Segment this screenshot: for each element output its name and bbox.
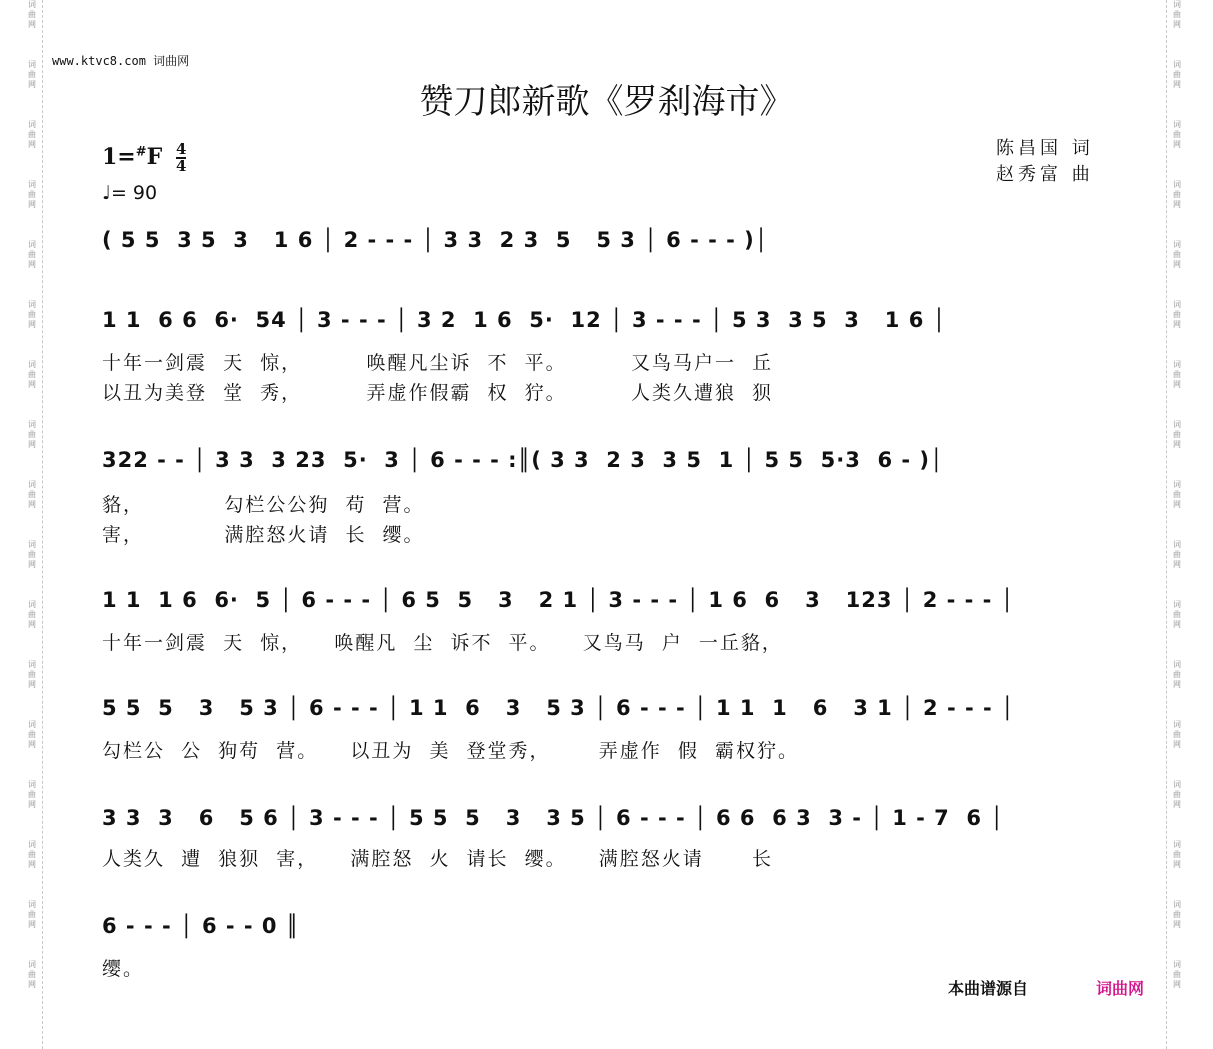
watermark-char: 曲	[28, 970, 36, 979]
lyric-row-4: 十年一剑震 天 惊， 唤醒凡 尘 诉不 平。 又鸟马 户 一丘貉，	[102, 632, 783, 654]
watermark-char: 曲	[1173, 850, 1181, 859]
watermark-char: 词	[28, 900, 36, 909]
watermark-char: 词	[1173, 60, 1181, 69]
score-row-4: 1 1 1 6 6· 5 │ 6 - - - │ 6 5 5 3 2 1 │ 3 - - - │ 1 6 6 3 123 │ 2 - - - │	[102, 588, 1015, 612]
watermark-char: 词	[1173, 660, 1181, 669]
watermark-char: 曲	[28, 850, 36, 859]
watermark-group	[1167, 180, 1187, 210]
lyric-row-3a: 貉， 勾栏公公狗 苟 营。	[102, 494, 425, 516]
watermark-char: 曲	[1173, 130, 1181, 139]
watermark-char: 词	[1173, 480, 1181, 489]
left-watermark-strip	[22, 0, 43, 1049]
watermark-group	[22, 900, 42, 930]
watermark-char: 词	[28, 180, 36, 189]
watermark-char: 网	[1173, 440, 1181, 449]
watermark-char: 词	[28, 960, 36, 969]
watermark-char: 网	[28, 860, 36, 869]
watermark-char: 网	[28, 260, 36, 269]
watermark-char: 曲	[28, 910, 36, 919]
footer-source: 本曲谱源自	[948, 979, 1029, 998]
watermark-char: 曲	[28, 10, 36, 19]
watermark-char: 曲	[28, 430, 36, 439]
sharp-sign: #	[135, 144, 147, 160]
watermark-group	[1167, 960, 1187, 990]
watermark-char: 网	[28, 380, 36, 389]
watermark-char: 词	[1173, 540, 1181, 549]
lyric-row-3b: 害， 满腔怒火请 长 缨。	[102, 524, 425, 546]
site-url-text[interactable]: www.ktvc8.com	[52, 54, 146, 68]
lyric-row-6: 人类久 遭 狼狈 害， 满腔怒 火 请长 缨。 满腔怒火请 长	[102, 848, 774, 870]
watermark-group	[1167, 780, 1187, 810]
lyricist: 陈昌国 词	[996, 138, 1094, 159]
watermark-char: 曲	[28, 490, 36, 499]
watermark-char: 曲	[28, 250, 36, 259]
watermark-char: 网	[28, 620, 36, 629]
watermark-group	[1167, 720, 1187, 750]
watermark-char: 曲	[1173, 310, 1181, 319]
watermark-group	[22, 240, 42, 270]
credits	[996, 136, 1094, 188]
watermark-group	[22, 360, 42, 390]
watermark-char: 网	[1173, 320, 1181, 329]
lyric-row-7: 缨。	[102, 958, 145, 980]
watermark-char: 曲	[1173, 910, 1181, 919]
watermark-char: 曲	[28, 790, 36, 799]
watermark-group	[22, 120, 42, 150]
watermark-char: 网	[1173, 740, 1181, 749]
watermark-char: 词	[1173, 840, 1181, 849]
watermark-char: 网	[1173, 680, 1181, 689]
watermark-char: 曲	[1173, 550, 1181, 559]
watermark-group	[22, 720, 42, 750]
watermark-char: 网	[28, 20, 36, 29]
watermark-char: 曲	[1173, 790, 1181, 799]
watermark-group	[1167, 420, 1187, 450]
lyric-row-2b: 以丑为美登 堂 秀， 弄虚作假霸 权 狞。 人类久遭狼 狈	[102, 382, 774, 404]
watermark-char: 网	[1173, 980, 1181, 989]
watermark-group	[22, 780, 42, 810]
score-row-6: 3 3 3 6 5 6 │ 3 - - - │ 5 5 5 3 3 5 │ 6 - - - │ 6 6 6 3 3 - │ 1 - 7 6 │	[102, 806, 1004, 830]
site-url[interactable]	[52, 52, 189, 69]
score-row-7: 6 - - - │ 6 - - 0 ║	[102, 914, 300, 938]
watermark-char: 网	[28, 320, 36, 329]
watermark-group	[1167, 360, 1187, 390]
tempo-mark: ♩= 90	[102, 182, 158, 204]
watermark-char: 网	[1173, 860, 1181, 869]
watermark-group	[22, 180, 42, 210]
watermark-char: 网	[28, 200, 36, 209]
watermark-char: 词	[1173, 300, 1181, 309]
watermark-char: 词	[1173, 240, 1181, 249]
watermark-char: 词	[1173, 120, 1181, 129]
watermark-char: 词	[1173, 180, 1181, 189]
watermark-char: 曲	[28, 610, 36, 619]
watermark-char: 词	[28, 0, 36, 9]
score-row-5: 5 5 5 3 5 3 │ 6 - - - │ 1 1 6 3 5 3 │ 6 - - - │ 1 1 1 6 3 1 │ 2 - - - │	[102, 696, 1015, 720]
watermark-char: 词	[1173, 0, 1181, 9]
watermark-group	[22, 600, 42, 630]
site-name: 词曲网	[153, 54, 190, 68]
watermark-char: 曲	[28, 370, 36, 379]
watermark-char: 网	[1173, 200, 1181, 209]
watermark-char: 词	[28, 660, 36, 669]
watermark-char: 曲	[1173, 490, 1181, 499]
watermark-char: 网	[1173, 80, 1181, 89]
watermark-char: 网	[1173, 380, 1181, 389]
watermark-char: 词	[1173, 960, 1181, 969]
watermark-char: 曲	[1173, 250, 1181, 259]
watermark-char: 曲	[28, 130, 36, 139]
lyric-row-2a: 十年一剑震 天 惊， 唤醒凡尘诉 不 平。 又鸟马户一 丘	[102, 352, 774, 374]
watermark-char: 词	[1173, 360, 1181, 369]
time-bottom: 4	[175, 157, 187, 175]
lyric-row-5: 勾栏公 公 狗苟 营。 以丑为 美 登堂秀， 弄虚作 假 霸权狞。	[102, 740, 799, 762]
watermark-char: 曲	[28, 550, 36, 559]
watermark-char: 曲	[28, 190, 36, 199]
watermark-char: 网	[1173, 140, 1181, 149]
watermark-group	[1167, 900, 1187, 930]
watermark-char: 网	[28, 80, 36, 89]
watermark-char: 网	[28, 740, 36, 749]
watermark-char: 词	[28, 600, 36, 609]
composer: 赵秀富 曲	[996, 164, 1094, 185]
watermark-group	[1167, 0, 1187, 30]
watermark-char: 网	[1173, 20, 1181, 29]
watermark-char: 词	[28, 840, 36, 849]
watermark-group	[1167, 480, 1187, 510]
watermark-char: 曲	[1173, 670, 1181, 679]
score-row-3: 322 - - │ 3 3 3 23 5· 3 │ 6 - - - :║( 3 3 2 3 3 5 1 │ 5 5 5·3 6 - )│	[102, 448, 944, 472]
watermark-char: 词	[28, 60, 36, 69]
watermark-char: 词	[28, 780, 36, 789]
watermark-char: 词	[1173, 420, 1181, 429]
watermark-group	[1167, 240, 1187, 270]
watermark-char: 网	[28, 560, 36, 569]
watermark-char: 曲	[1173, 610, 1181, 619]
watermark-char: 曲	[1173, 70, 1181, 79]
watermark-group	[1167, 540, 1187, 570]
watermark-char: 曲	[1173, 10, 1181, 19]
watermark-char: 曲	[28, 70, 36, 79]
time-top: 4	[175, 140, 187, 158]
watermark-group	[22, 540, 42, 570]
watermark-group	[22, 840, 42, 870]
watermark-char: 词	[28, 120, 36, 129]
watermark-char: 曲	[1173, 730, 1181, 739]
watermark-char: 曲	[28, 670, 36, 679]
watermark-char: 词	[28, 300, 36, 309]
watermark-char: 词	[28, 720, 36, 729]
watermark-group	[22, 0, 42, 30]
right-watermark-strip	[1166, 0, 1187, 1049]
watermark-char: 词	[1173, 900, 1181, 909]
watermark-char: 曲	[1173, 370, 1181, 379]
time-signature	[176, 142, 186, 174]
watermark-char: 词	[1173, 720, 1181, 729]
watermark-char: 网	[1173, 920, 1181, 929]
watermark-char: 曲	[28, 310, 36, 319]
watermark-char: 词	[28, 540, 36, 549]
watermark-char: 网	[28, 500, 36, 509]
watermark-group	[22, 420, 42, 450]
score-row-1: ( 5 5 3 5 3 1 6 │ 2 - - - │ 3 3 2 3 5 5 3 │ 6 - - - )│	[102, 228, 769, 252]
key-note: F	[146, 144, 163, 170]
watermark-char: 曲	[1173, 190, 1181, 199]
watermark-char: 网	[28, 800, 36, 809]
watermark-group	[22, 300, 42, 330]
watermark-char: 网	[1173, 800, 1181, 809]
watermark-char: 网	[28, 980, 36, 989]
watermark-char: 曲	[28, 730, 36, 739]
watermark-char: 网	[1173, 620, 1181, 629]
watermark-char: 网	[28, 440, 36, 449]
watermark-group	[1167, 840, 1187, 870]
watermark-group	[1167, 660, 1187, 690]
page-title: 赞刀郎新歌《罗刹海市》	[419, 82, 794, 122]
watermark-char: 词	[1173, 600, 1181, 609]
watermark-char: 词	[28, 360, 36, 369]
watermark-char: 网	[28, 680, 36, 689]
watermark-char: 网	[28, 140, 36, 149]
watermark-group	[22, 480, 42, 510]
watermark-group	[1167, 300, 1187, 330]
watermark-char: 曲	[1173, 430, 1181, 439]
watermark-char: 曲	[1173, 970, 1181, 979]
watermark-char: 词	[28, 420, 36, 429]
watermark-char: 网	[1173, 560, 1181, 569]
watermark-group	[22, 960, 42, 990]
watermark-char: 网	[1173, 500, 1181, 509]
watermark-char: 网	[1173, 260, 1181, 269]
watermark-char: 词	[28, 240, 36, 249]
watermark-char: 网	[28, 920, 36, 929]
watermark-group	[22, 660, 42, 690]
footer-brand-link[interactable]: 词曲网	[1096, 979, 1145, 998]
score-row-2: 1 1 6 6 6· 54 │ 3 - - - │ 3 2 1 6 5· 12 │ 3 - - - │ 5 3 3 5 3 1 6 │	[102, 308, 947, 332]
key-signature	[102, 142, 186, 174]
key-prefix: 1=	[102, 144, 136, 170]
watermark-char: 词	[1173, 780, 1181, 789]
watermark-group	[1167, 120, 1187, 150]
watermark-group	[1167, 600, 1187, 630]
watermark-char: 词	[28, 480, 36, 489]
